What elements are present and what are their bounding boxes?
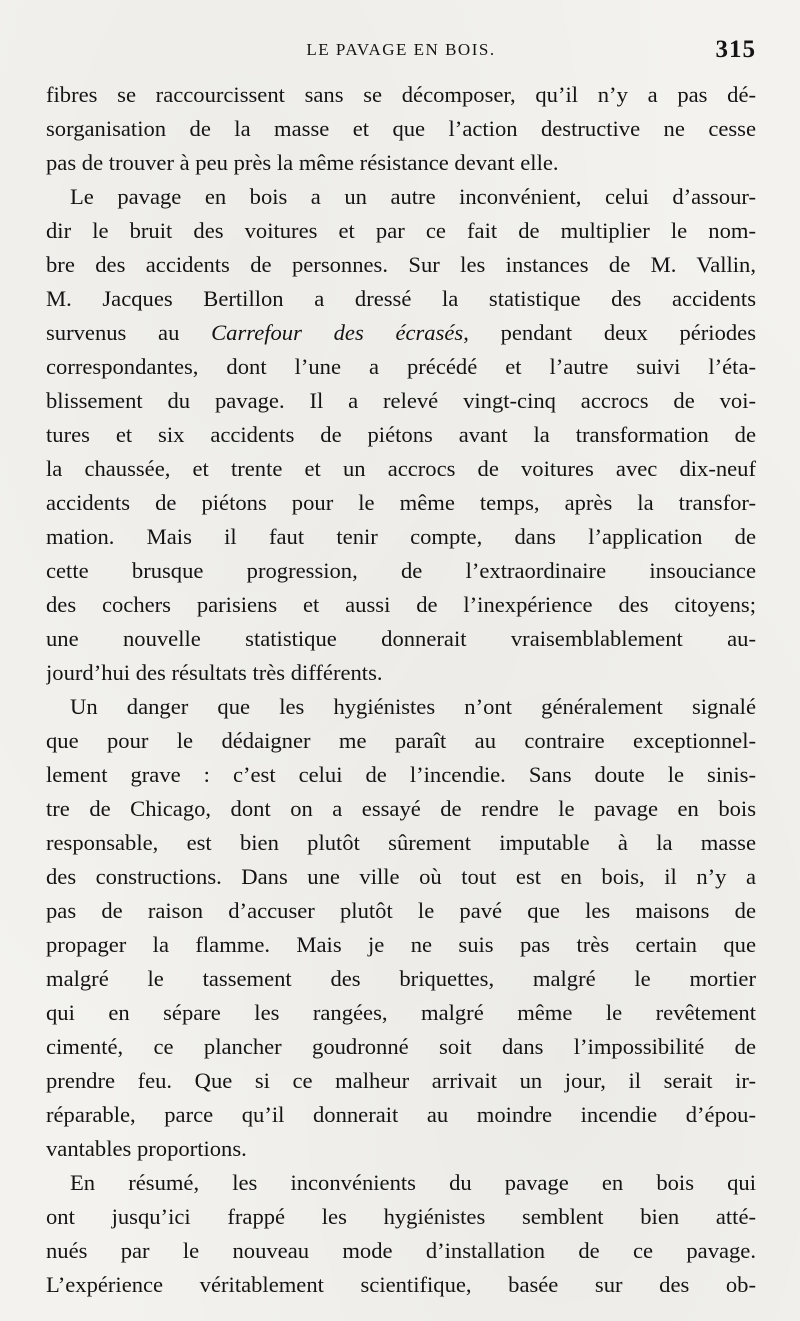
text-line: prendre feu. Que si ce malheur arrivait un jour, il serait ir-: [46, 1068, 756, 1093]
text-line: vantables proportions.: [46, 1136, 247, 1161]
text-line: malgré le tassement des briquettes, malgré le mortier: [46, 966, 756, 991]
text-line: tre de Chicago, dont on a essayé de rendre le pavage en bois: [46, 796, 756, 821]
text-line: bre des accidents de personnes. Sur les instances de M. Vallin,: [46, 252, 756, 277]
running-head: [46, 36, 756, 66]
text-line: pas de raison d’accuser plutôt le pavé que les maisons de: [46, 898, 756, 923]
text-line: mation. Mais il faut tenir compte, dans l’application de: [46, 524, 756, 549]
text-line: pas de trouver à peu près la même résistance devant elle.: [46, 150, 559, 175]
text-line: des cochers parisiens et aussi de l’inexpérience des citoyens;: [46, 592, 756, 617]
text-line: En résumé, les inconvénients du pavage en bois qui: [70, 1170, 756, 1195]
text-line: [46, 316, 756, 350]
text-line: tures et six accidents de piétons avant la transformation de: [46, 422, 756, 447]
body-text: [46, 78, 756, 1302]
text-line: sorganisation de la masse et que l’action destructive ne cesse: [46, 116, 756, 141]
text-line: correspondantes, dont l’une a précédé et l’autre suivi l’éta-: [46, 354, 756, 379]
text-line: jourd’hui des résultats très différents.: [46, 660, 383, 685]
text-line: accidents de piétons pour le même temps, après la transfor-: [46, 490, 756, 515]
italic-place-name: Carrefour des écrasés: [211, 320, 464, 345]
text-line: lement grave : c’est celui de l’incendie. Sans doute le sinis-: [46, 762, 756, 787]
text-segment: , pendant deux périodes: [463, 320, 756, 345]
text-line: Le pavage en bois a un autre inconvénient, celui d’assour-: [70, 184, 756, 209]
page-number: 315: [715, 36, 756, 63]
text-line: fibres se raccourcissent sans se décomposer, qu’il n’y a pas dé-: [46, 82, 756, 107]
text-line: nués par le nouveau mode d’installation de ce pavage.: [46, 1238, 756, 1263]
text-line: dir le bruit des voitures et par ce fait de multiplier le nom-: [46, 218, 756, 243]
text-line: ont jusqu’ici frappé les hygiénistes semblent bien atté-: [46, 1204, 756, 1229]
text-line: Un danger que les hygiénistes n’ont généralement signalé: [70, 694, 756, 719]
text-line: la chaussée, et trente et un accrocs de voitures avec dix-neuf: [46, 456, 756, 481]
text-segment: survenus au: [46, 320, 212, 345]
text-line: une nouvelle statistique donnerait vraisemblablement au-: [46, 626, 756, 651]
text-line: cimenté, ce plancher goudronné soit dans l’impossibilité de: [46, 1034, 756, 1059]
text-line: qui en sépare les rangées, malgré même le revêtement: [46, 1000, 756, 1025]
text-line: responsable, est bien plutôt sûrement imputable à la masse: [46, 830, 756, 855]
text-line: réparable, parce qu’il donnerait au moindre incendie d’épou-: [46, 1102, 756, 1127]
text-line: cette brusque progression, de l’extraordinaire insouciance: [46, 558, 756, 583]
text-line: que pour le dédaigner me paraît au contraire exceptionnel-: [46, 728, 756, 753]
text-line: blissement du pavage. Il a relevé vingt-cinq accrocs de voi-: [46, 388, 756, 413]
running-title: LE PAVAGE EN BOIS.: [306, 40, 496, 59]
text-line: des constructions. Dans une ville où tout est en bois, il n’y a: [46, 864, 756, 889]
text-line: M. Jacques Bertillon a dressé la statistique des accidents: [46, 286, 756, 311]
text-line: L’expérience véritablement scientifique, basée sur des ob-: [46, 1272, 756, 1297]
text-line: propager la flamme. Mais je ne suis pas très certain que: [46, 932, 756, 957]
